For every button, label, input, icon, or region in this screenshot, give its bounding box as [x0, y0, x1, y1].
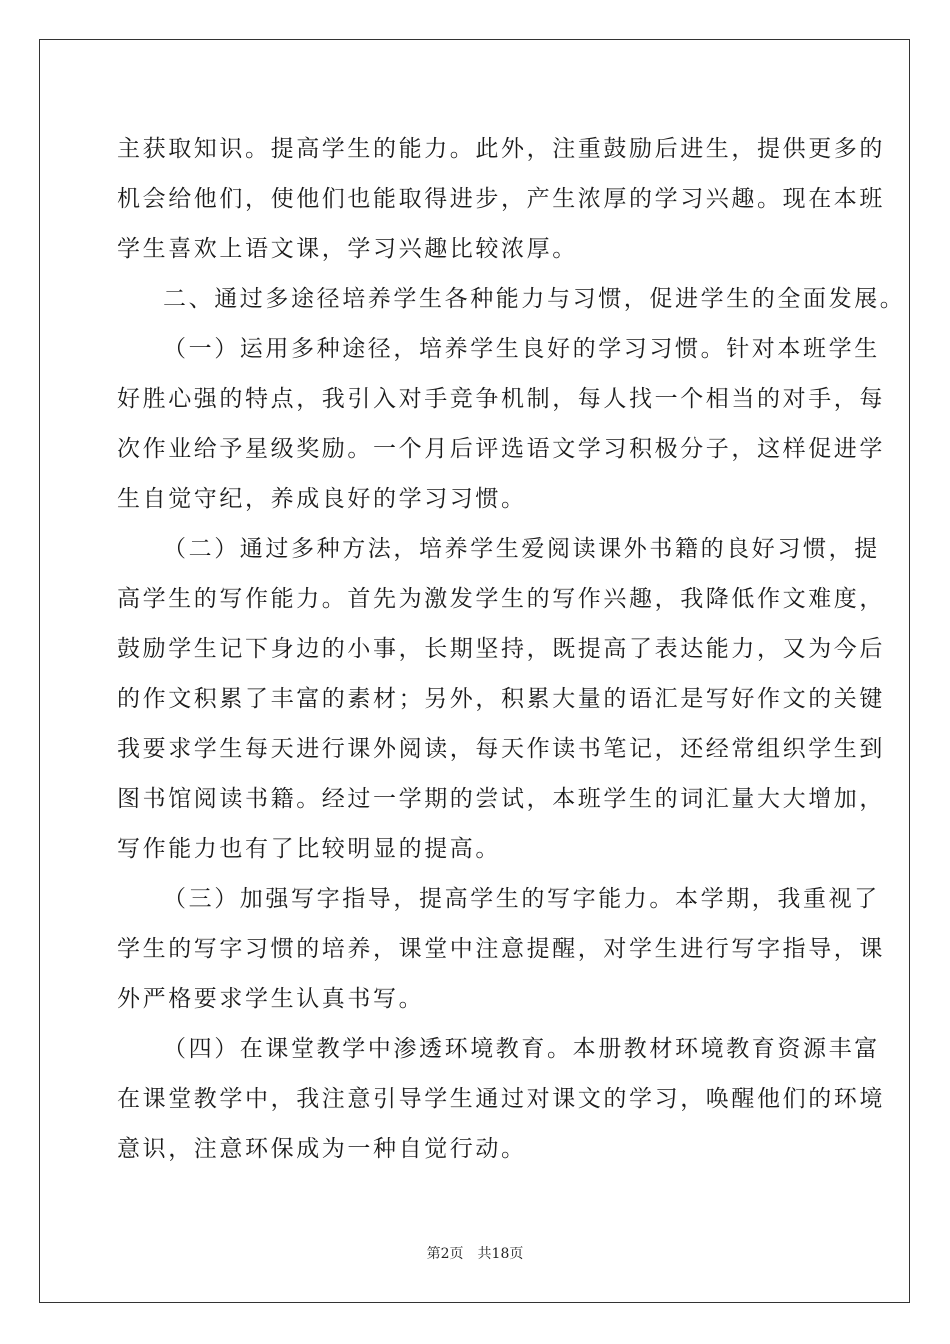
text-line: 写作能力也有了比较明显的提高。 — [117, 836, 501, 862]
page-total: 共18页 — [477, 1246, 524, 1262]
text-line: 高学生的写作能力。首先为激发学生的写作兴趣，我降低作文难度， — [117, 586, 885, 612]
text-line: 图书馆阅读书籍。经过一学期的尝试，本班学生的词汇量大大增加， — [117, 786, 885, 812]
text-line: 好胜心强的特点，我引入对手竞争机制，每人找一个相当的对手，每 — [117, 386, 885, 412]
section-heading: 二、通过多途径培养学生各种能力与习惯，促进学生的全面发展。 — [163, 286, 906, 312]
text-line: 机会给他们，使他们也能取得进步，产生浓厚的学习兴趣。现在本班 — [117, 186, 885, 212]
page-footer — [0, 1243, 950, 1263]
paragraph-start-line: （一）运用多种途径，培养学生良好的学习习惯。针对本班学生 — [163, 336, 880, 362]
text-line: 的作文积累了丰富的素材；另外，积累大量的语汇是写好作文的关键 — [117, 686, 885, 712]
text-line: 意识，注意环保成为一种自觉行动。 — [117, 1136, 527, 1162]
text-line: 学生的写字习惯的培养，课堂中注意提醒，对学生进行写字指导，课 — [117, 936, 885, 962]
text-line: 外严格要求学生认真书写。 — [117, 986, 425, 1012]
text-line: 生自觉守纪，养成良好的学习习惯。 — [117, 486, 527, 512]
text-line: 我要求学生每天进行课外阅读，每天作读书笔记，还经常组织学生到 — [117, 736, 885, 762]
paragraph-start-line: （二）通过多种方法，培养学生爱阅读课外书籍的良好习惯，提 — [163, 536, 880, 562]
text-line: 主获取知识。提高学生的能力。此外，注重鼓励后进生，提供更多的 — [117, 136, 885, 162]
text-line: 在课堂教学中，我注意引导学生通过对课文的学习，唤醒他们的环境 — [117, 1086, 885, 1112]
text-line: 次作业给予星级奖励。一个月后评选语文学习积极分子，这样促进学 — [117, 436, 885, 462]
paragraph-start-line: （三）加强写字指导，提高学生的写字能力。本学期，我重视了 — [163, 886, 880, 912]
page-number: 第2页 — [426, 1246, 464, 1262]
paragraph-start-line: （四）在课堂教学中渗透环境教育。本册教材环境教育资源丰富 — [163, 1036, 880, 1062]
text-line: 鼓励学生记下身边的小事，长期坚持，既提高了表达能力，又为今后 — [117, 636, 885, 662]
text-line: 学生喜欢上语文课，学习兴趣比较浓厚。 — [117, 236, 578, 262]
